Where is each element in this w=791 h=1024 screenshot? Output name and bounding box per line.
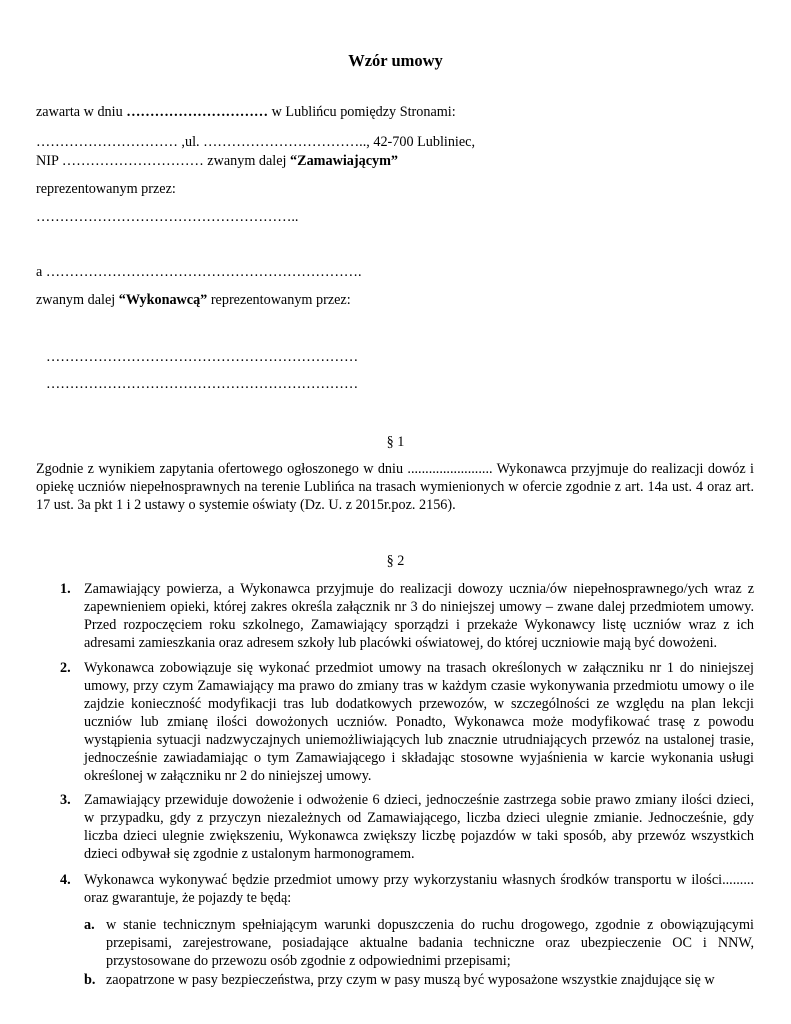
contractor-placeholder-line: a …………………………………………………………. <box>36 264 362 280</box>
contractor-name: “Wykonawcą” <box>118 292 208 308</box>
item-text: Wykonawca zobowiązuje się wykonać przedmiot umowy na trasach określonych w załączniku nr 1 do niniejszej umowy, przy czym Zamawiający ma prawo do zmiany tras w każdym czasie wykonywania przedmiotu umowy o ile zajdzie konieczność modyfikacji tras lub dodatkowych przewozów, w szczególności ze względu na plan lekcji uczniów lub zmianę ilości dowożonych uczniów. Ponadto, Wykonawca może modyfikować trasę z powodu wystąpienia sytuacji nadzwyczajnych uniemożliwiających lub znacznie utrudniających przewóz na ustalonej trasie, jednocześnie zawiadamiając o tym Zamawiającego i składając stosowne wyjaśnienia w karcie wykonania usługi określonej w załączniku nr 2 do niniejszej umowy. <box>84 660 754 784</box>
item-text: Zamawiający powierza, a Wykonawca przyjmuje do realizacji dowozy ucznia/ów niepełnosprawnego/ych wraz z zapewnieniem opieki, której zakres określa załącznik nr 3 do niniejszej umowy – zwane dalej przedmiotem umowy. Przed rozpoczęciem roku szkolnego, Zamawiający sporządzi i przekaże Wykonawcy listę uczniów wraz z ich adresami zamieszkania oraz adresem szkoły lub placówki oświatowej, do której uczniowie mają być dowożeni. <box>84 581 754 651</box>
ordering-party-name: “Zamawiającym” <box>290 153 398 169</box>
subitem-letter: a. <box>84 917 95 933</box>
representative-placeholder: ……………………………………………….. <box>36 209 299 225</box>
document-title: Wzór umowy <box>348 51 443 70</box>
contract-date-prefix: zawarta w dniu <box>36 104 127 120</box>
contractor-named-prefix: zwanym dalej <box>36 292 119 308</box>
nip-text: NIP ………………………… zwanym dalej <box>36 153 291 169</box>
item-number: 1. <box>60 581 71 597</box>
subitem-letter: b. <box>84 972 96 988</box>
subitem-text: w stanie technicznym spełniającym warunki dopuszczenia do ruchu drogowego, zgodnie z obowiązującymi przepisami, zarejestrowane, posiadające aktualne badania techniczne oraz ubezpieczenie OC i NNW, przystosowane do przewozu osób zgodnie z odpowiednimi przepisami; <box>106 917 754 969</box>
subitem-text: zaopatrzone w pasy bezpieczeństwa, przy czym w pasy muszą być wyposażone wszystkie znajdujące się w <box>106 972 715 988</box>
ordering-party-nip-line <box>36 152 398 170</box>
section-2-heading: § 2 <box>386 553 405 569</box>
contractor-named-line <box>36 291 351 309</box>
item-number: 3. <box>60 792 71 808</box>
item-number: 2. <box>60 660 71 676</box>
represented-by-label: reprezentowanym przez: <box>36 181 176 197</box>
section-1-heading: § 1 <box>386 434 405 450</box>
contract-place-text: w Lublińcu pomiędzy Stronami: <box>268 104 456 120</box>
ordering-party-address-line: ………………………… ,ul. …………………………….., 42-700 Lubliniec, <box>36 134 476 150</box>
item-number: 4. <box>60 872 71 888</box>
contractor-representative-placeholder-1: ………………………………………………………… <box>46 349 359 365</box>
contract-date-line <box>36 103 456 121</box>
section-1-paragraph: Zgodnie z wynikiem zapytania ofertowego ogłoszonego w dniu ........................ Wykonawca przyjmuje do realizacji dowóz i opiekę uczniów niepełnosprawnych na terenie Lublińca na trasach wymienionych w ofercie zgodnie z art. 14a ust. 4 oraz art. 17 ust. 3a pkt 1 i 2 ustawy o systemie oświaty (Dz. U. z 2015r.poz. 2156). <box>36 461 754 513</box>
contractor-representative-placeholder-2: ………………………………………………………… <box>46 376 359 392</box>
item-text: Wykonawca wykonywać będzie przedmiot umowy przy wykorzystaniu własnych środków transportu w ilości......... oraz gwarantuje, że pojazdy te będą: <box>84 872 754 906</box>
item-text: Zamawiający przewiduje dowożenie i odwożenie 6 dzieci, jednocześnie zastrzega sobie prawo zmiany ilości dzieci, w przypadku, gdy z przyczyn niezależnych od Zamawiającego, liczba dzieci ulegnie zmianie. Jednocześnie, gdy liczba dzieci ulegnie zwiększeniu, Wykonawca zwiększy liczbę pojazdów w taki sposób, aby przewóz wszystkich dzieci odbywał się zgodnie z ustalonym harmonogramem. <box>84 792 754 862</box>
contract-date-placeholder: ………………………… <box>126 104 269 120</box>
contractor-represented-text: reprezentowanym przez: <box>207 292 351 308</box>
